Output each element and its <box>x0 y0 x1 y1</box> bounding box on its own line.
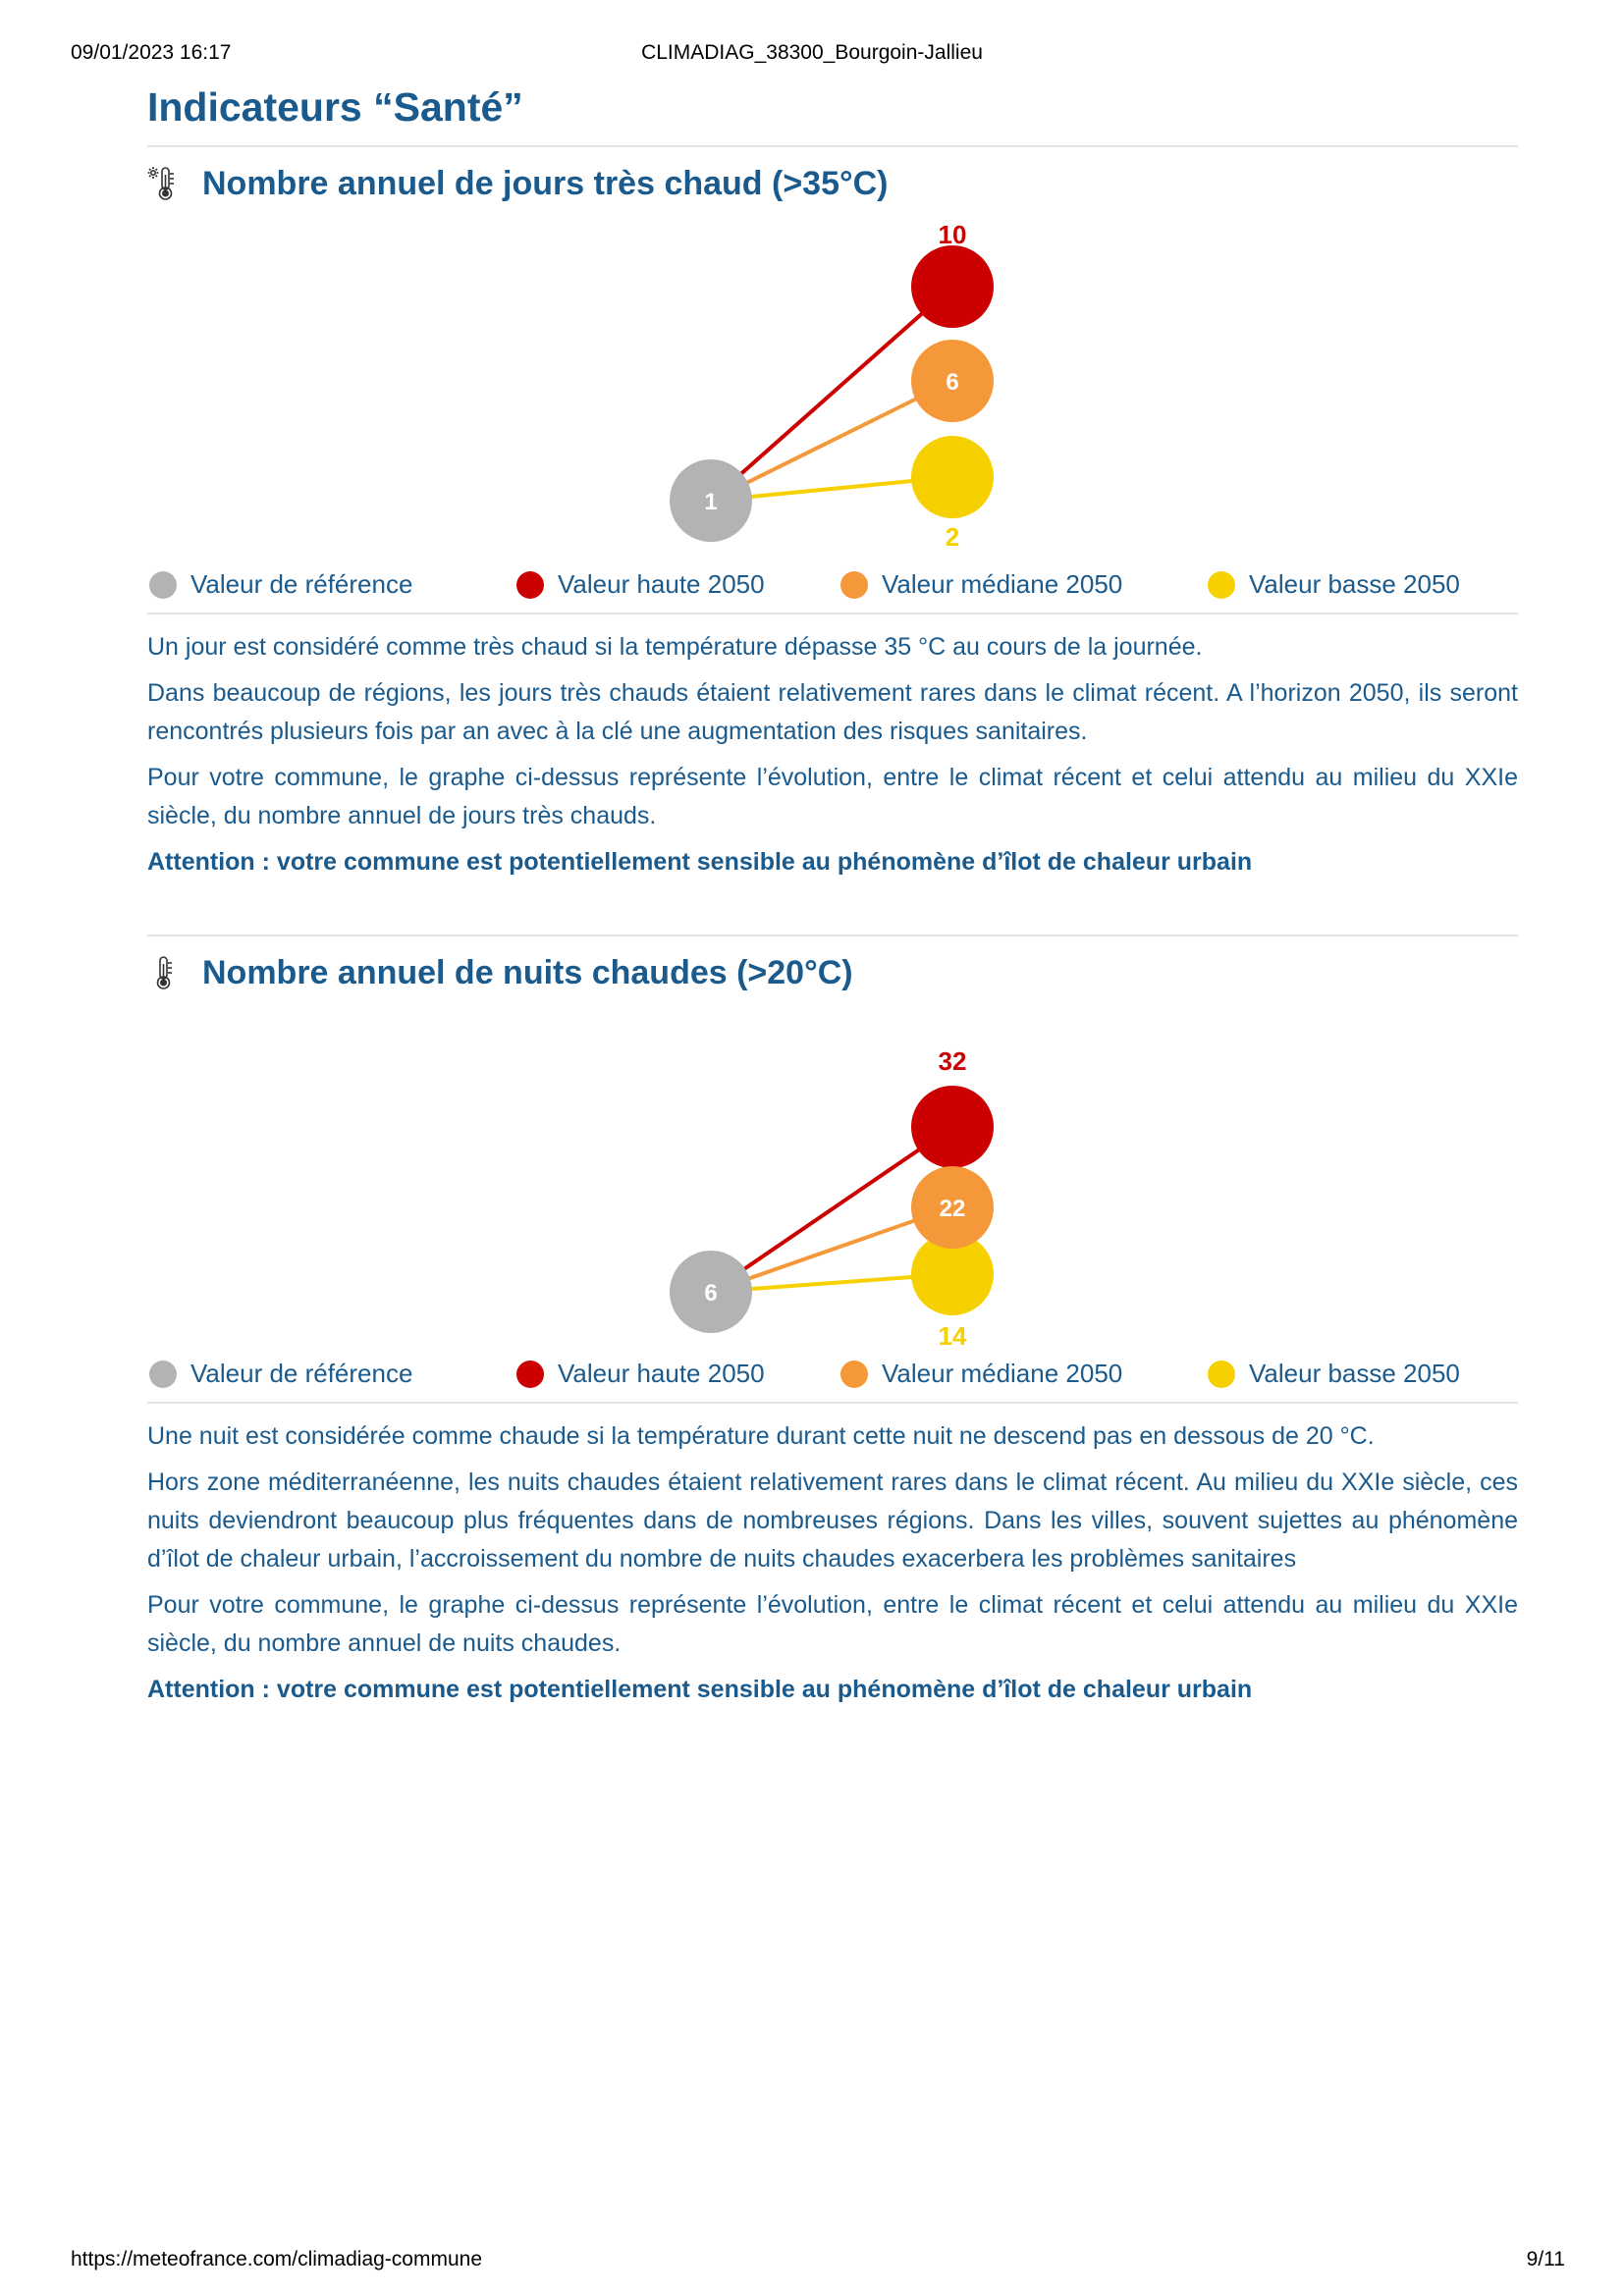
section-header <box>147 159 1518 208</box>
section-divider <box>147 934 1518 936</box>
legend-basse <box>1208 569 1460 600</box>
legend-mediane-label: Valeur médiane 2050 <box>882 1359 1123 1388</box>
chart-legend <box>147 561 1518 613</box>
legend-reference-swatch <box>149 1361 177 1388</box>
legend-basse-label: Valeur basse 2050 <box>1249 569 1460 599</box>
paragraph-context: Dans beaucoup de régions, les jours très chauds étaient relativement rares dans le climat récent. A l’horizon 2050, ils seront rencontrés plusieurs fois par an avec à la clé une augmentation des risques sanitaires. <box>147 679 1518 745</box>
section-header <box>147 948 1518 997</box>
section-nuits-chaudes <box>147 948 1518 1709</box>
footer-url: https://meteofrance.com/climadiag-commune <box>71 2248 483 2270</box>
attention-notice: Attention : votre commune est potentiellement sensible au phénomène d’îlot de chaleur urbain <box>147 848 1253 876</box>
footer-page-number: 9/11 <box>1526 2248 1565 2270</box>
paragraph-commune: Pour votre commune, le graphe ci-dessus représente l’évolution, entre le climat récent et celui attendu au milieu du XXIe siècle, du nombre annuel de nuits chaudes. <box>147 1591 1518 1657</box>
thermometer-icon <box>147 954 181 991</box>
legend-reference-label: Valeur de référence <box>190 1359 413 1388</box>
legend-basse-swatch <box>1208 571 1235 599</box>
legend-haute-swatch <box>516 571 544 599</box>
label-basse: 14 <box>938 1321 967 1351</box>
label-reference: 1 <box>704 489 718 515</box>
print-datetime: 09/01/2023 16:17 <box>71 41 232 64</box>
label-reference: 6 <box>704 1280 718 1307</box>
legend-haute-swatch <box>516 1361 544 1388</box>
chart-nuits-chaudes <box>147 997 1518 1351</box>
point-haute <box>911 1086 994 1168</box>
legend-haute-label: Valeur haute 2050 <box>558 569 765 599</box>
legend-basse-swatch <box>1208 1361 1235 1388</box>
paragraph-definition: Un jour est considéré comme très chaud si la température dépasse 35 °C au cours de la journée. <box>147 633 1203 661</box>
legend-reference <box>149 569 412 600</box>
legend-divider <box>147 1402 1518 1404</box>
point-basse <box>911 436 994 518</box>
label-mediane: 22 <box>939 1196 966 1222</box>
label-basse: 2 <box>945 522 960 552</box>
legend-mediane-label: Valeur médiane 2050 <box>882 569 1123 599</box>
legend-reference <box>149 1359 412 1389</box>
thermometer-sun-icon <box>147 165 181 202</box>
legend-mediane <box>840 569 1122 600</box>
label-haute: 10 <box>938 220 967 249</box>
section-title: Nombre annuel de nuits chaudes (>20°C) <box>202 953 853 991</box>
label-mediane: 6 <box>946 369 959 396</box>
legend-mediane-swatch <box>840 1361 868 1388</box>
section-jours-tres-chauds <box>147 159 1518 881</box>
label-haute: 32 <box>938 1046 967 1076</box>
page-title: Indicateurs “Santé” <box>147 84 523 130</box>
legend-basse <box>1208 1359 1460 1389</box>
title-divider <box>147 145 1518 147</box>
chart-legend <box>147 1351 1518 1402</box>
attention-notice: Attention : votre commune est potentiellement sensible au phénomène d’îlot de chaleur urbain <box>147 1676 1253 1703</box>
legend-divider <box>147 613 1518 614</box>
legend-mediane <box>840 1359 1122 1389</box>
print-doc-title: CLIMADIAG_38300_Bourgoin-Jallieu <box>641 41 983 64</box>
paragraph-commune: Pour votre commune, le graphe ci-dessus représente l’évolution, entre le climat récent et celui attendu au milieu du XXIe siècle, du nombre annuel de jours très chauds. <box>147 764 1518 829</box>
paragraph-context: Hors zone méditerranéenne, les nuits chaudes étaient relativement rares dans le climat récent. Au milieu du XXIe siècle, ces nuits deviendront beaucoup plus fréquentes dans de nombreuses régions. Dans les villes, souvent sujettes au phénomène d’îlot de chaleur urbain, l’accroissement du nombre de nuits chaudes exacerbera les problèmes sanitaires <box>147 1468 1518 1573</box>
point-haute <box>911 245 994 328</box>
legend-haute <box>516 1359 765 1389</box>
legend-reference-label: Valeur de référence <box>190 569 413 599</box>
legend-mediane-swatch <box>840 571 868 599</box>
section-title: Nombre annuel de jours très chaud (>35°C) <box>202 164 889 202</box>
legend-haute <box>516 569 765 600</box>
chart-jours-tres-chauds <box>147 208 1518 561</box>
legend-reference-swatch <box>149 571 177 599</box>
legend-basse-label: Valeur basse 2050 <box>1249 1359 1460 1388</box>
paragraph-definition: Une nuit est considérée comme chaude si la température durant cette nuit ne descend pas en dessous de 20 °C. <box>147 1422 1375 1450</box>
legend-haute-label: Valeur haute 2050 <box>558 1359 765 1388</box>
